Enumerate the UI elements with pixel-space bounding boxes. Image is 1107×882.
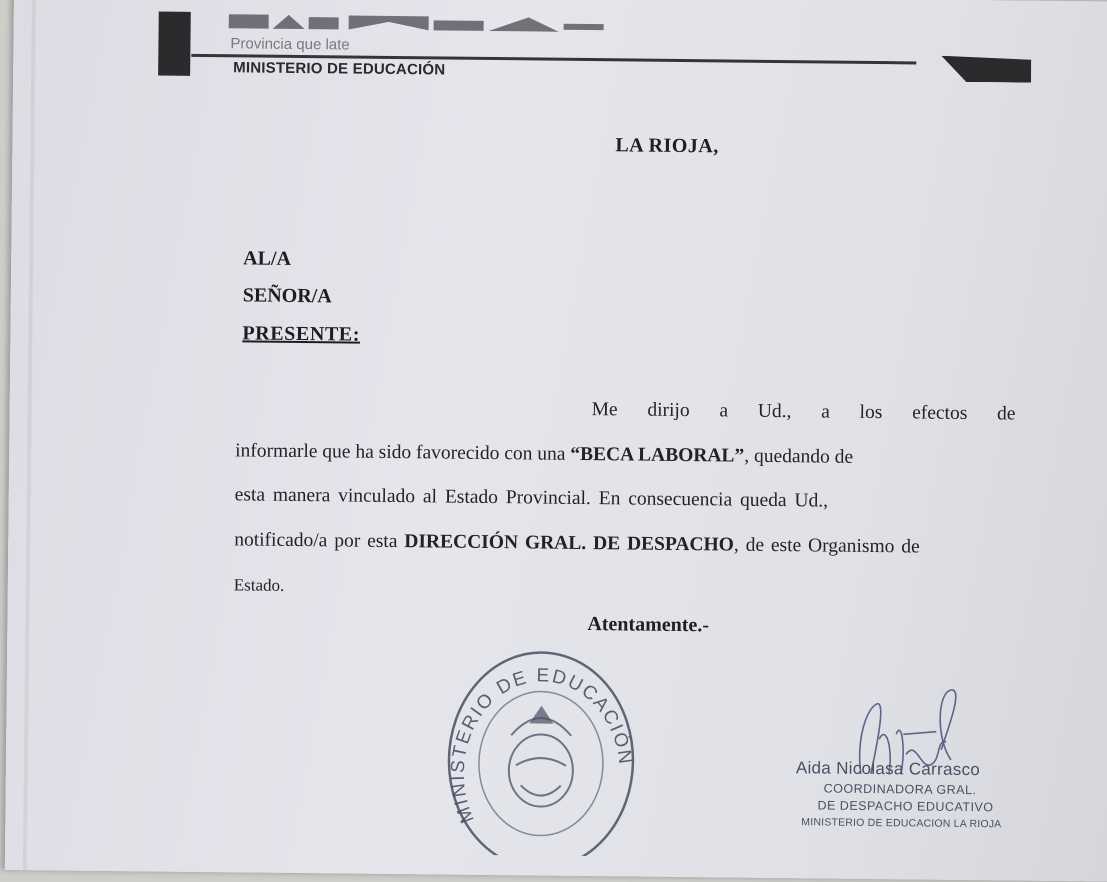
body-line-5: Estado. [233,575,285,595]
office-name: DIRECCIÓN GRAL. DE DESPACHO [404,531,735,556]
closing-salutation: Atentamente.- [587,613,710,637]
ministry-seal [440,645,642,857]
document-page [5,0,1107,882]
body-text: , de este Organismo de [733,534,920,558]
body-line-4 [234,529,920,558]
paper-crease [23,0,36,870]
letterhead-bar [158,12,191,76]
body-text: informarle que ha sido favorecido con una [235,440,571,465]
letter-place: LA RIOJA, [615,134,719,158]
body-word: Me [591,399,618,421]
scholarship-name: “BECA LABORAL” [570,443,745,467]
signer-title-3: MINISTERIO DE EDUCACION LA RIOJA [801,816,1002,831]
seal-ring-text: MINISTERIO DE EDUCACIÓN [447,665,636,826]
province-logo [228,8,608,56]
recipient-line-1: AL/A [243,247,292,270]
body-word: dirijo [647,399,690,422]
body-line-2 [235,440,853,468]
body-line-1 [592,399,1016,425]
body-word: a [821,401,830,423]
ministry-name: MINISTERIO DE EDUCACIÓN [233,59,446,79]
body-word: Ud., [757,400,792,423]
coat-of-arms-icon [508,718,573,807]
letterhead-corner-mark [941,56,1031,83]
body-word: a [719,400,729,422]
body-word: efectos [912,402,968,425]
body-text: , quedando de [744,445,854,468]
recipient-line-2: SEÑOR/A [242,284,332,308]
logo-tagline: Provincia que late [230,35,350,54]
body-text: notificado/a por esta [234,529,405,553]
signer-name: Aida Nicolasa Carrasco [795,758,981,780]
recipient-present: PRESENTE: [242,322,361,346]
body-word: los [859,401,883,424]
signer-title-1: COORDINADORA GRAL. [823,781,977,798]
body-line-3: esta manera vinculado al Estado Provincial. En consecuencia queda Ud., [234,484,829,512]
signer-title-2: DE DESPACHO EDUCATIVO [817,798,994,815]
body-word: de [997,403,1016,425]
